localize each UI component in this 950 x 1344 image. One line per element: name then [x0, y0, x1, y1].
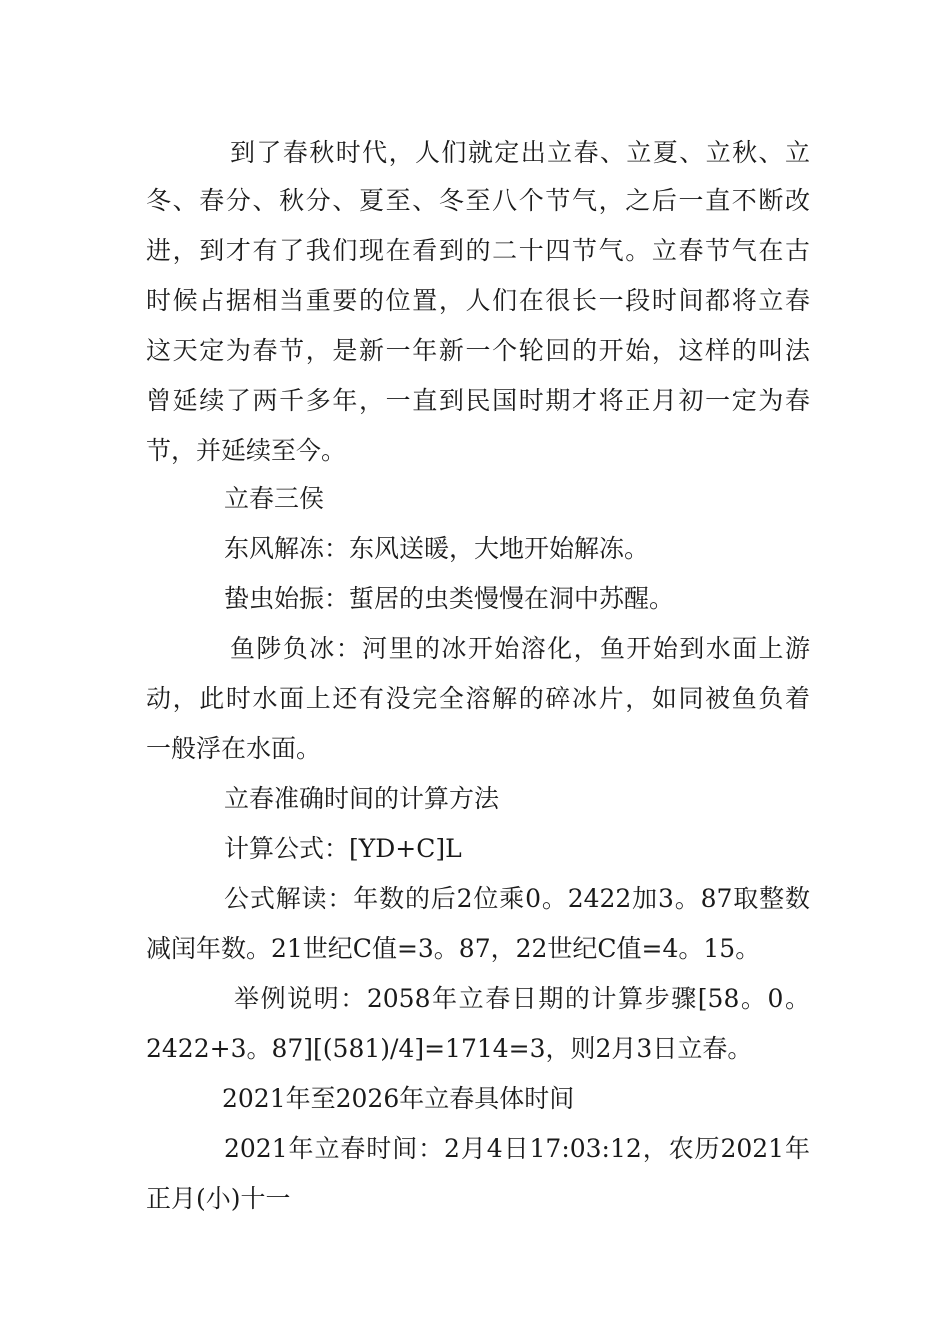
paragraph-line: 到了春秋时代，人们就定出立春、立夏、立秋、立 — [230, 138, 810, 167]
section-heading: 立春准确时间的计算方法 — [224, 784, 500, 813]
paragraph-line: 计算公式：[YD+C]L — [224, 834, 462, 863]
paragraph-line: 一般浮在水面。 — [146, 734, 322, 763]
paragraph-line: 进，到才有了我们现在看到的二十四节气。立春节气在古 — [146, 236, 810, 265]
paragraph-line: 鱼陟负冰：河里的冰开始溶化，鱼开始到水面上游 — [230, 634, 810, 663]
paragraph-line: 2422+3。87][(581)/4]=1714=3，则2月3日立春。 — [146, 1034, 753, 1063]
paragraph-line: 动，此时水面上还有没完全溶解的碎冰片，如同被鱼负着 — [146, 684, 810, 713]
paragraph-line: 这天定为春节，是新一年新一个轮回的开始，这样的叫法 — [146, 336, 810, 365]
paragraph-line: 2021年立春时间：2月4日17:03:12，农历2021年 — [224, 1134, 810, 1163]
paragraph-line: 蛰虫始振：蜇居的虫类慢慢在洞中苏醒。 — [224, 584, 675, 613]
section-heading: 立春三侯 — [224, 484, 325, 513]
paragraph-line: 东风解冻：东风送暖，大地开始解冻。 — [224, 534, 650, 563]
paragraph-line: 公式解读：年数的后2位乘0。2422加3。87取整数 — [224, 884, 810, 913]
paragraph-line: 减闰年数。21世纪C值=3。87，22世纪C值=4。15。 — [146, 934, 761, 963]
paragraph-line: 曾延续了两千多年，一直到民国时期才将正月初一定为春 — [146, 386, 810, 415]
paragraph-line: 时候占据相当重要的位置，人们在很长一段时间都将立春 — [146, 286, 810, 315]
paragraph-line: 冬、春分、秋分、夏至、冬至八个节气，之后一直不断改 — [146, 186, 810, 215]
section-heading: 2021年至2026年立春具体时间 — [222, 1084, 575, 1113]
paragraph-line: 举例说明：2058年立春日期的计算步骤[58。0。 — [234, 984, 810, 1013]
paragraph-line: 节，并延续至今。 — [146, 436, 347, 465]
paragraph-line: 正月(小)十一 — [146, 1184, 291, 1213]
